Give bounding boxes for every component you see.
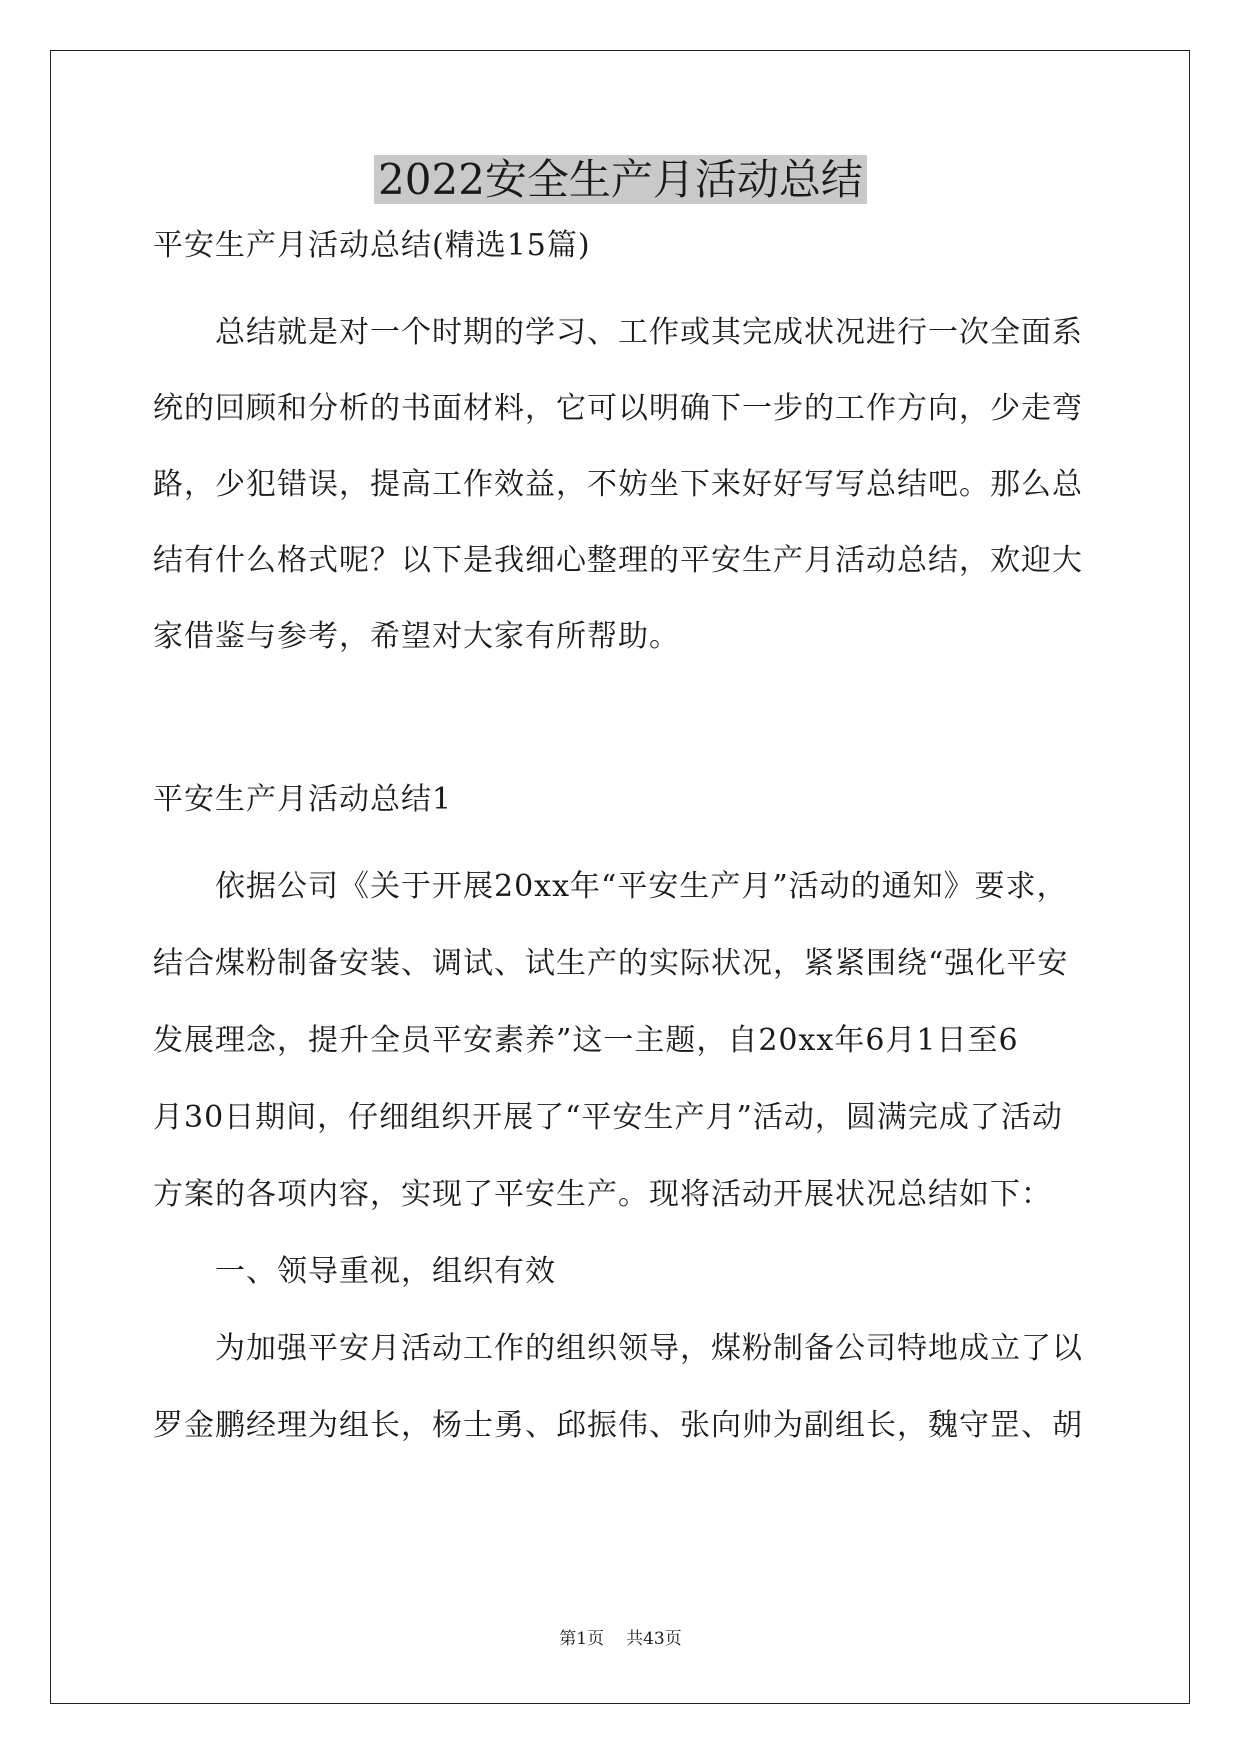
body-line: 统的回顾和分析的书面材料，它可以明确下一步的工作方向，少走弯 [153, 391, 1083, 426]
body-line: 结有什么格式呢？以下是我细心整理的平安生产月活动总结，欢迎大 [153, 543, 1083, 578]
total-pages: 共43页 [626, 1629, 682, 1649]
body-line: 发展理念，提升全员平安素养”这一主题，自20xx年6月1日至6 [153, 1023, 1019, 1058]
body-line: 为加强平安月活动工作的组织领导，煤粉制备公司特地成立了以 [215, 1331, 1083, 1366]
document-title: 2022安全生产月活动总结 [0, 150, 1241, 210]
body-line: 方案的各项内容，实现了平安生产。现将活动开展状况总结如下： [153, 1177, 1052, 1212]
body-line: 路，少犯错误，提高工作效益，不妨坐下来好好写写总结吧。那么总 [153, 467, 1083, 502]
body-line: 罗金鹏经理为组长，杨士勇、邱振伟、张向帅为副组长，魏守罡、胡 [153, 1408, 1083, 1443]
page-footer [0, 1627, 1241, 1651]
body-line: 结合煤粉制备安装、调试、试生产的实际状况，紧紧围绕“强化平安 [153, 946, 1069, 981]
section-heading: 平安生产月活动总结1 [153, 782, 453, 817]
body-line: 依据公司《关于开展20xx年“平安生产月”活动的通知》要求， [215, 869, 1068, 904]
body-line: 总结就是对一个时期的学习、工作或其完成状况进行一次全面系 [215, 315, 1083, 350]
subtitle-line: 平安生产月活动总结(精选15篇) [153, 228, 591, 263]
sub-heading: 一、领导重视，组织有效 [215, 1254, 556, 1289]
body-line: 月30日期间，仔细组织开展了“平安生产月”活动，圆满完成了活动 [153, 1100, 1063, 1135]
page-number: 第1页 [559, 1629, 605, 1649]
body-line: 家借鉴与参考，希望对大家有所帮助。 [153, 619, 680, 654]
